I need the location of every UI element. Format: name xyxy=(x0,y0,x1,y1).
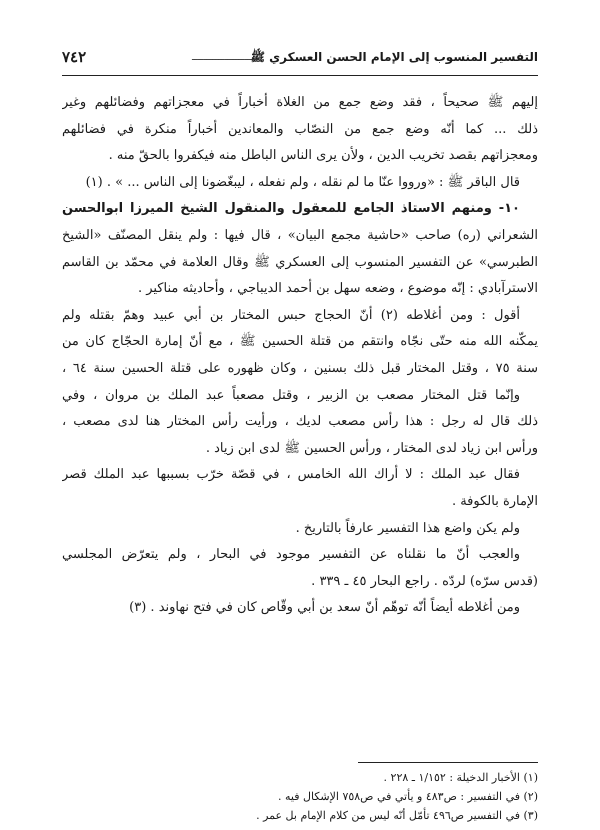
text-line: الاسترآبادي : إنّه موضوع ، وضعه سهل بن أحمد الديباجي ، وأحاديثه مناكير . xyxy=(137,281,538,297)
text-line: ١٠- ومنهم الاستاذ الجامع للمعقول والمنقول الشيخ الميرزا ابوالحسن xyxy=(62,201,520,217)
text-line: سنة ٧٥ ، وقتل المختار قبل ذلك بسنين ، وكان ظهوره على قتلة الحسين سنة ٦٤ ، xyxy=(62,360,538,376)
text-line: وإنّما قتل المختار مصعب بن الزبير ، وقتل مصعباً عبد الملك بن مروان ، وفي xyxy=(62,387,520,403)
text-line: ومن أغلاطه أيضاً أنّه توهّم أنّ سعد بن أبي وقّاص كان في فتح نهاوند . (٣) xyxy=(129,600,520,616)
text-line: والعجب أنّ ما نقلناه عن التفسير موجود في البحار ، ولم يتعرّض المجلسي xyxy=(62,547,520,563)
text-line: (قدس سرّه) لردّه . راجع البحار ٤٥ ـ ٣٣٩ . xyxy=(311,573,538,589)
text-line: ذلك ... كما أنّه وضع جمع من النصّاب والمعاندين أخباراً منكرة في فضائلهم xyxy=(62,121,538,137)
text-line: ولم يكن واضع هذا التفسير عارفاً بالتاريخ . xyxy=(295,520,520,536)
text-line: الشعراني (ره) صاحب «حاشية مجمع البيان» ، قال فيها : ولم ينقل المصنّف «الشيخ xyxy=(62,227,538,243)
running-title: التفسير المنسوب إلى الإمام الحسن العسكري ﷺ xyxy=(250,50,538,64)
text-line: الإمارة بالكوفة . xyxy=(451,493,538,509)
footnote: (٣) في التفسير ص٤٩٦ تأمّل أنّه ليس من كلام الإمام بل عمر . xyxy=(256,809,538,822)
text-line: إليهم ﷺ صحيحاً ، فقد وضع جمع من الغلاة أخباراً في معجزاتهم وفضائلهم وغير xyxy=(62,95,538,110)
footnote-rule xyxy=(358,762,538,763)
footnote: (١) الأخبار الدخيلة : ١/١٥٢ ـ ٢٢٨ . xyxy=(383,771,538,784)
running-header xyxy=(62,48,538,72)
main-text xyxy=(62,90,538,622)
page-number: ٧٤٢ xyxy=(62,48,87,66)
text-line: ذلك قال له رجل : هذا رأس مصعب لديك ، ورأيت رأس المختار هنا لدى مصعب ، xyxy=(62,414,538,430)
header-rule xyxy=(62,75,538,76)
text-line: فقال عبد الملك : لا أراك الله الخامس ، في قصّة خرّب بسببها عبد الملك قصر xyxy=(62,467,520,483)
header-ornament: ـــــــــــــــــــــــ xyxy=(192,52,260,63)
text-line: يمكّنه الله منه حتّى نجّاه وانتقم من قتلة الحسين ﷺ ، مع أنّ إمارة الحجّاج كان من xyxy=(62,334,538,350)
text-line: قال الباقر ﷺ : «ورووا عنّا ما لم نقله ، ولم نفعله ، ليبغّضونا إلى الناس ... » . (١) xyxy=(85,174,520,190)
text-line: الطبرسي» عن التفسير المنسوب إلى العسكري ﷺ وقال العلامة في محمّد بن القاسم xyxy=(62,254,538,270)
text-line: أقول : ومن أغلاطه (٢) أنّ الحجاج حبس المختار بن أبي عبيد وهمّ بقتله ولم xyxy=(62,307,520,323)
text-line: ومعجزاتهم بقصد تخريب الدين ، ولأن يرى الناس الباطل منه فيكفروا بالحقّ منه . xyxy=(108,148,538,164)
footnotes xyxy=(62,768,538,825)
footnote: (٢) في التفسير : ص٤٨٣ و يأتي في ص٧٥٨ الإشكال فيه . xyxy=(278,790,538,803)
text-line: ورأس ابن زياد لدى المختار ، ورأس الحسين ﷺ لدى ابن زياد . xyxy=(205,440,538,456)
